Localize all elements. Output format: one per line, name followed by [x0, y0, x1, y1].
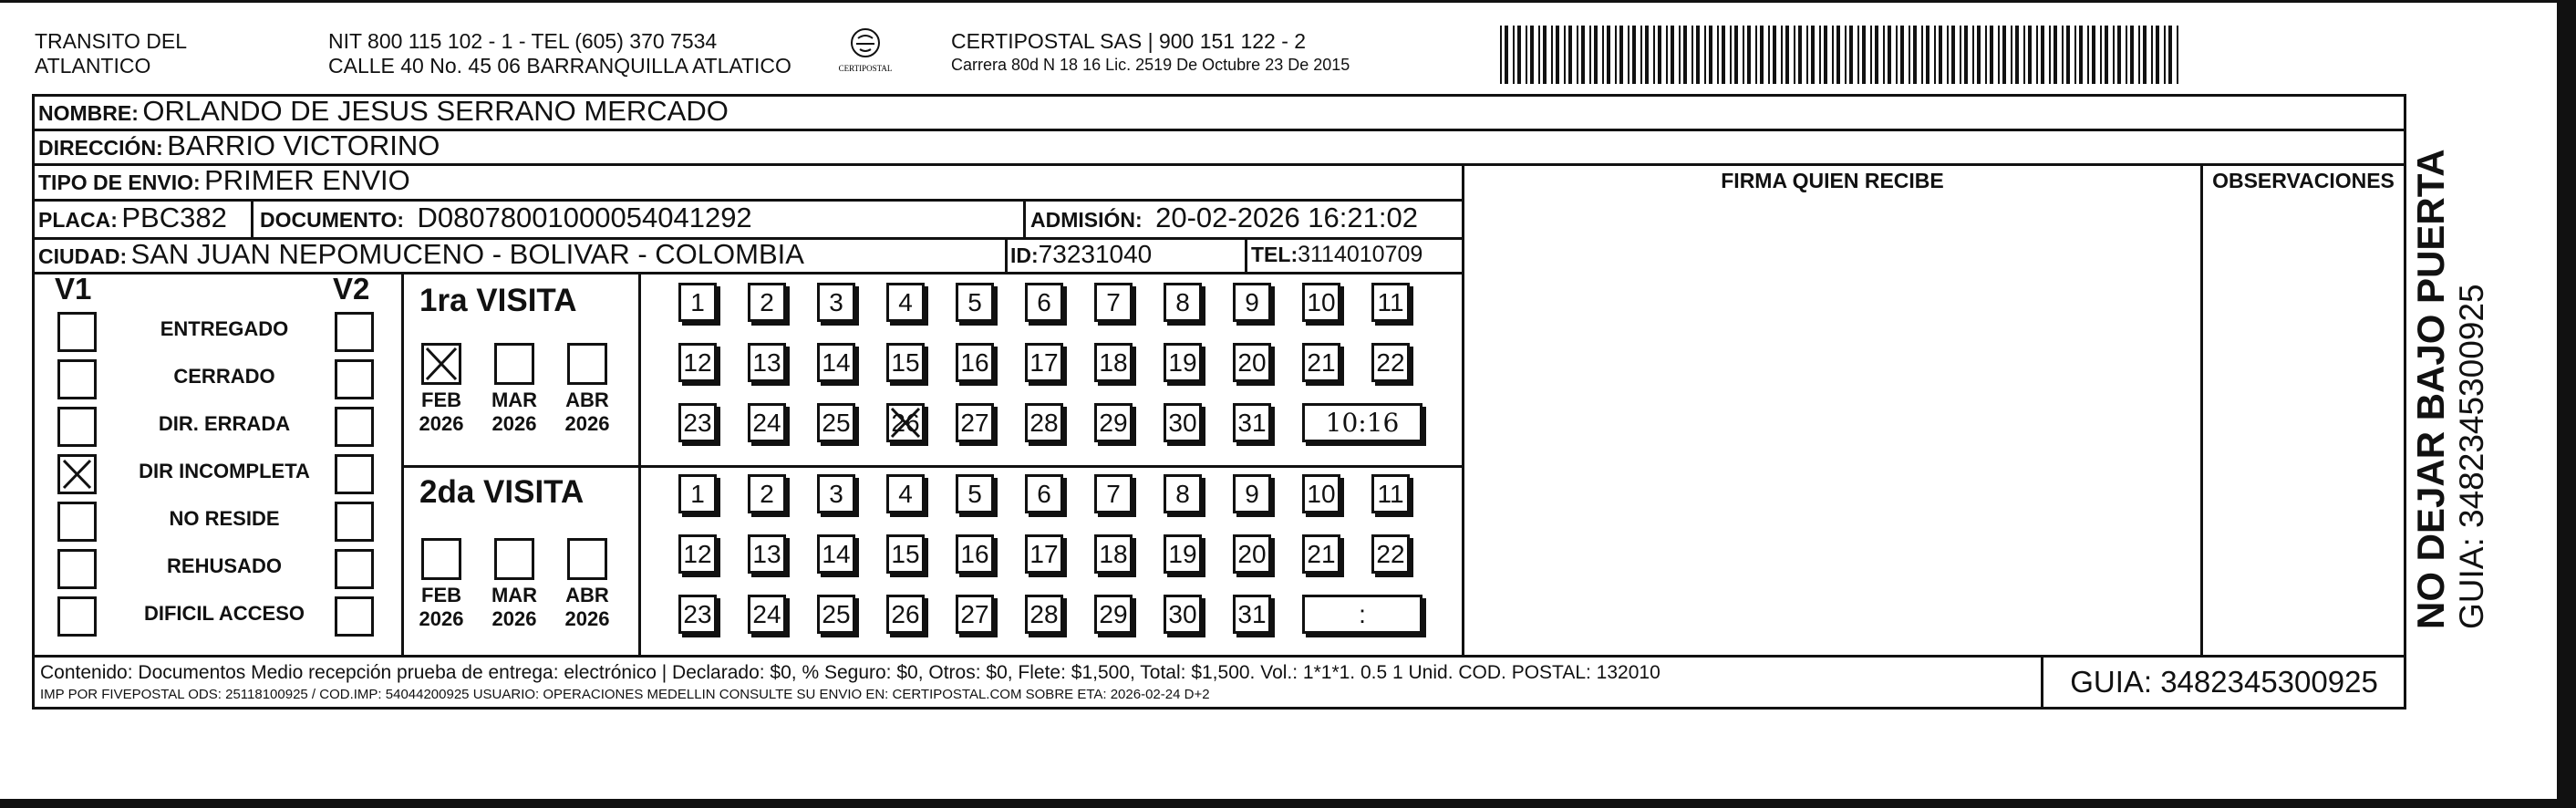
v2-checkbox[interactable]: [335, 502, 374, 542]
status-label: REHUSADO: [167, 554, 282, 577]
barcode-bar: [1543, 26, 1547, 84]
first-visit-day[interactable]: 11: [1371, 283, 1410, 322]
admision-row: [1030, 202, 1418, 240]
second-visit-day[interactable]: 20: [1233, 534, 1271, 574]
barcode-bar: [1594, 26, 1598, 84]
entity-contact: [328, 29, 791, 78]
first-visit-month-check-mark-icon: [423, 345, 460, 383]
barcode-bar: [1972, 26, 1974, 84]
status-label: NO RESIDE: [169, 507, 280, 530]
first-visit-day[interactable]: 14: [817, 343, 855, 382]
second-visit-day[interactable]: 29: [1094, 595, 1133, 634]
second-visit-day[interactable]: 26: [886, 595, 925, 634]
status-label: DIFICIL ACCESO: [143, 602, 305, 625]
barcode-bar: [1640, 26, 1642, 84]
barcode-bar: [2113, 26, 2115, 84]
status-label: ENTREGADO: [160, 317, 289, 340]
form-left-border: [32, 94, 35, 710]
barcode-bar: [1517, 26, 1521, 84]
barcode-bar: [1513, 26, 1515, 84]
nit-line: NIT 800 115 102 - 1 - TEL (605) 370 7534: [328, 29, 718, 53]
first-visit-day[interactable]: 6: [1025, 283, 1063, 322]
first-visit-day[interactable]: 25: [817, 403, 855, 442]
first-visit-month-year: 2026: [564, 412, 610, 435]
placa-divider: [251, 199, 253, 237]
id-label: ID:: [1010, 243, 1039, 267]
second-visit-month-name: ABR: [565, 584, 609, 606]
barcode-bar: [1691, 26, 1693, 84]
first-visit-day[interactable]: 30: [1164, 403, 1202, 442]
contenido-line: Contenido: Documentos Medio recepción prueba de entrega: electrónico | Declarado: $0, % Seguro: $0, Otros: $0, Flete: $1,500, Total: $1,500. Vol.: 1*1*1. 0.5 1 Unid. COD. POSTAL: 132010: [40, 662, 1660, 683]
v2-label: V2: [333, 272, 370, 306]
second-visit-day[interactable]: 18: [1094, 534, 1133, 574]
observaciones-label: OBSERVACIONES: [2212, 169, 2395, 192]
form-right-border: [2404, 94, 2406, 710]
v1-checkbox[interactable]: [57, 549, 97, 589]
barcode-bar: [2015, 26, 2019, 84]
v2-checkbox[interactable]: [335, 359, 374, 399]
barcode-bar: [1717, 26, 1719, 84]
barcode-bar: [1926, 26, 1929, 84]
second-visit-day[interactable]: 16: [956, 534, 994, 574]
first-visit-day[interactable]: 29: [1094, 403, 1133, 442]
second-visit-day[interactable]: 3: [817, 474, 855, 513]
first-visit-day[interactable]: 22: [1371, 343, 1410, 382]
barcode-bar: [1551, 26, 1553, 84]
barcode-bar: [1849, 26, 1853, 84]
barcode-bar: [2092, 26, 2095, 84]
barcode-bar: [1862, 26, 1866, 84]
first-visit-day[interactable]: 8: [1164, 283, 1202, 322]
barcode-bar: [1806, 26, 1808, 84]
tel-value: 3114010709: [1298, 242, 1423, 267]
firma-left-border: [1462, 163, 1464, 657]
ciudad-value: SAN JUAN NEPOMUCENO - BOLIVAR - COLOMBIA: [130, 238, 804, 270]
barcode-bar: [2011, 26, 2012, 84]
nombre-value: ORLANDO DE JESUS SERRANO MERCADO: [142, 95, 729, 127]
ciudad-row: [38, 238, 804, 276]
address-line: CALLE 40 No. 45 06 BARRANQUILLA ATLATICO: [328, 54, 791, 78]
first-visit-day[interactable]: 2: [748, 283, 786, 322]
barcode-bar: [1990, 26, 1993, 84]
second-visit-day[interactable]: 8: [1164, 474, 1202, 513]
first-visit-day[interactable]: 26: [886, 403, 925, 442]
firma-label: FIRMA QUIEN RECIBE: [1721, 169, 1944, 192]
v2-checkbox[interactable]: [335, 549, 374, 589]
first-visit-day[interactable]: 12: [678, 343, 717, 382]
barcode-bar: [2105, 26, 2108, 84]
first-visit-day[interactable]: 13: [748, 343, 786, 382]
barcode-bar: [1896, 26, 1898, 84]
barcode-bar: [1913, 26, 1917, 84]
tipo-envio-value: PRIMER ENVIO: [204, 164, 410, 196]
first-visit-month-checkbox[interactable]: [494, 343, 534, 385]
barcode-bar: [2164, 26, 2166, 84]
first-visit-day[interactable]: 20: [1233, 343, 1271, 382]
second-visit-day[interactable]: 21: [1302, 534, 1340, 574]
barcode-bar: [1645, 26, 1649, 84]
first-visit-month-name: FEB: [421, 388, 461, 411]
second-visit-day[interactable]: 6: [1025, 474, 1063, 513]
ciudad-label: CIUDAD:: [38, 244, 128, 268]
visit-divider: [401, 465, 1464, 468]
barcode-bar: [2074, 26, 2076, 84]
tel-row: [1251, 238, 1422, 275]
nombre-row: [38, 95, 729, 133]
direccion-label: DIRECCIÓN:: [38, 136, 163, 160]
barcode-bar: [1709, 26, 1712, 84]
barcode-bar: [1628, 26, 1629, 84]
barcode-bar: [1564, 26, 1566, 84]
barcode-bar: [1960, 26, 1961, 84]
second-visit-day[interactable]: 2: [748, 474, 786, 513]
v1-checkbox[interactable]: [57, 407, 97, 447]
barcode-bar: [1589, 26, 1591, 84]
barcode-bar: [2079, 26, 2083, 84]
barcode-bar: [1615, 26, 1617, 84]
nombre-label: NOMBRE:: [38, 101, 139, 125]
second-visit-day[interactable]: 4: [886, 474, 925, 513]
second-visit-day[interactable]: 23: [678, 595, 717, 634]
logo-text: CERTIPOSTAL: [838, 64, 893, 73]
direccion-value: BARRIO VICTORINO: [167, 129, 440, 161]
second-visit-day[interactable]: 17: [1025, 534, 1063, 574]
barcode-bar: [1538, 26, 1540, 84]
first-visit-title: 1ra VISITA: [419, 283, 577, 318]
admision-value: 20-02-2026 16:21:02: [1155, 202, 1418, 233]
barcode-bar: [1658, 26, 1661, 84]
barcode-bar: [1798, 26, 1802, 84]
second-visit-title: 2da VISITA: [419, 474, 585, 510]
barcode-bar: [2100, 26, 2102, 84]
second-visit-month-checkbox[interactable]: [421, 538, 461, 580]
status-divider: [401, 272, 404, 655]
second-visit-day[interactable]: 27: [956, 595, 994, 634]
status-label: CERRADO: [173, 365, 275, 388]
id-divider: [1005, 237, 1008, 272]
barcode-bar: [1577, 26, 1578, 84]
company-info: [951, 29, 1350, 76]
first-visit-month-name: ABR: [565, 388, 609, 411]
barcode-bar: [1743, 26, 1744, 84]
v1-check-mark-icon: [60, 457, 94, 492]
barcode-bar: [1671, 26, 1674, 84]
first-visit-day[interactable]: 23: [678, 403, 717, 442]
v2-checkbox[interactable]: [335, 312, 374, 352]
placa-value: PBC382: [121, 202, 227, 233]
barcode-bar: [1836, 26, 1840, 84]
tipo-envio-label: TIPO DE ENVIO:: [38, 171, 201, 194]
second-visit-month-year: 2026: [564, 607, 610, 630]
certipostal-logo: [833, 26, 897, 80]
second-visit-time[interactable]: :: [1302, 595, 1422, 634]
barcode-bar: [1530, 26, 1534, 84]
side-text: [2409, 82, 2491, 629]
barcode-bar: [1768, 26, 1770, 84]
barcode-bar: [2156, 26, 2159, 84]
entity-name: [35, 29, 187, 78]
second-visit-day[interactable]: 31: [1233, 595, 1271, 634]
first-visit-day[interactable]: 3: [817, 283, 855, 322]
footer-guia: GUIA: 3482345300925: [2070, 665, 2378, 699]
barcode-bar: [1857, 26, 1859, 84]
barcode-bar: [1785, 26, 1789, 84]
first-visit-month-year: 2026: [491, 412, 537, 435]
second-visit-day[interactable]: 1: [678, 474, 717, 513]
first-visit-day[interactable]: 16: [956, 343, 994, 382]
barcode-bar: [2138, 26, 2140, 84]
second-visit-month-name: FEB: [421, 584, 461, 606]
barcode-bar: [2130, 26, 2134, 84]
v1-checkbox[interactable]: [57, 596, 97, 637]
months-divider: [638, 272, 641, 655]
first-visit-day[interactable]: 19: [1164, 343, 1202, 382]
first-visit-month-year: 2026: [419, 412, 464, 435]
second-visit-day[interactable]: 15: [886, 534, 925, 574]
placa-row: [38, 202, 227, 240]
v2-checkbox[interactable]: [335, 596, 374, 637]
barcode-bar: [2087, 26, 2089, 84]
v2-checkbox[interactable]: [335, 407, 374, 447]
barcode-bar: [1909, 26, 1910, 84]
barcode-bar: [1500, 26, 1502, 84]
second-visit-day[interactable]: 24: [748, 595, 786, 634]
company-line: CERTIPOSTAL SAS | 900 151 122 - 2: [951, 29, 1307, 53]
tipo-envio-row: [38, 164, 410, 202]
first-visit-day[interactable]: 7: [1094, 283, 1133, 322]
barcode-bar: [1607, 26, 1610, 84]
admision-label: ADMISIÓN:: [1030, 208, 1143, 232]
v1-checkbox[interactable]: [57, 502, 97, 542]
first-visit-day[interactable]: 9: [1233, 283, 1271, 322]
barcode-bar: [2151, 26, 2153, 84]
first-visit-month-checkbox[interactable]: [567, 343, 607, 385]
barcode-bar: [1832, 26, 1834, 84]
barcode-bar: [1964, 26, 1968, 84]
barcode-bar: [2126, 26, 2127, 84]
barcode-bar: [2036, 26, 2038, 84]
form-bottom-border: [32, 707, 2406, 710]
documento-row: [260, 202, 752, 240]
placa-label: PLACA:: [38, 208, 118, 232]
barcode-bar: [2143, 26, 2147, 84]
second-visit-day[interactable]: 5: [956, 474, 994, 513]
barcode-bar: [2023, 26, 2025, 84]
first-visit-day[interactable]: 21: [1302, 343, 1340, 382]
barcode-bar: [1760, 26, 1764, 84]
second-visit-day[interactable]: 30: [1164, 595, 1202, 634]
first-visit-day[interactable]: 15: [886, 343, 925, 382]
barcode-bar: [1666, 26, 1668, 84]
first-visit-day[interactable]: 17: [1025, 343, 1063, 382]
second-visit-day[interactable]: 13: [748, 534, 786, 574]
second-visit-month-year: 2026: [491, 607, 537, 630]
first-visit-day[interactable]: 24: [748, 403, 786, 442]
scan-bottom-edge: [0, 799, 2576, 808]
tel-divider: [1245, 237, 1247, 272]
barcode-bar: [1951, 26, 1955, 84]
second-visit-day[interactable]: 7: [1094, 474, 1133, 513]
direccion-row: [38, 129, 440, 168]
barcode: [1500, 26, 2179, 84]
id-row: [1010, 238, 1152, 275]
first-visit-day[interactable]: 1: [678, 283, 717, 322]
barcode-bar: [1653, 26, 1655, 84]
status-label: DIR INCOMPLETA: [139, 460, 310, 482]
v1-label: V1: [55, 272, 92, 306]
barcode-bar: [1824, 26, 1827, 84]
barcode-bar: [1934, 26, 1936, 84]
barcode-bar: [1977, 26, 1981, 84]
barcode-bar: [1568, 26, 1572, 84]
barcode-bar: [1619, 26, 1623, 84]
barcode-bar: [1730, 26, 1732, 84]
imp-line: IMP POR FIVEPOSTAL ODS: 25118100925 / COD.IMP: 54044200925 USUARIO: OPERACIONES MEDELLIN CONSULTE SU ENVIO EN: CERTIPOSTAL.COM SOBRE ETA: 2026-02-24 D+2: [40, 687, 1210, 702]
barcode-bar: [1947, 26, 1949, 84]
barcode-bar: [1883, 26, 1885, 84]
barcode-bar: [1900, 26, 1904, 84]
footer-guia-divider: [2041, 655, 2043, 707]
barcode-bar: [2028, 26, 2032, 84]
second-visit-day[interactable]: 10: [1302, 474, 1340, 513]
barcode-bar: [2117, 26, 2121, 84]
id-value: 73231040: [1038, 240, 1153, 268]
second-visit-month-checkbox[interactable]: [567, 538, 607, 580]
barcode-bar: [1781, 26, 1783, 84]
second-visit-day[interactable]: 11: [1371, 474, 1410, 513]
barcode-bar: [2177, 26, 2178, 84]
barcode-bar: [2066, 26, 2070, 84]
barcode-bar: [1505, 26, 1508, 84]
second-visit-day[interactable]: 12: [678, 534, 717, 574]
observaciones-header: [2203, 164, 2404, 201]
barcode-bar: [1870, 26, 1872, 84]
second-visit-day[interactable]: 14: [817, 534, 855, 574]
barcode-bar: [1773, 26, 1776, 84]
first-visit-day[interactable]: 4: [886, 283, 925, 322]
license-line: Carrera 80d N 18 16 Lic. 2519 De Octubre 23 De 2015: [951, 56, 1350, 74]
side-warning: NO DEJAR BAJO PUERTA: [2409, 149, 2452, 629]
admision-divider: [1023, 199, 1026, 237]
barcode-bar: [2041, 26, 2044, 84]
barcode-bar: [1845, 26, 1847, 84]
observaciones-left-border: [2200, 163, 2203, 657]
barcode-bar: [1683, 26, 1687, 84]
barcode-bar: [1696, 26, 1700, 84]
barcode-bar: [1556, 26, 1559, 84]
barcode-bar: [1985, 26, 1987, 84]
barcode-bar: [2054, 26, 2057, 84]
firma-header: [1464, 164, 2200, 201]
first-visit-day[interactable]: 10: [1302, 283, 1340, 322]
barcode-bar: [2062, 26, 2064, 84]
barcode-bar: [1888, 26, 1891, 84]
second-visit-month-year: 2026: [419, 607, 464, 630]
barcode-bar: [1998, 26, 2000, 84]
second-visit-month-checkbox[interactable]: [494, 538, 534, 580]
barcode-bar: [1875, 26, 1878, 84]
documento-value: D08078001000054041292: [417, 202, 752, 233]
barcode-bar: [2168, 26, 2172, 84]
barcode-bar: [1526, 26, 1527, 84]
barcode-bar: [1921, 26, 1923, 84]
first-visit-day[interactable]: 27: [956, 403, 994, 442]
barcode-bar: [1939, 26, 1942, 84]
side-guia: GUIA: 3482345300925: [2453, 284, 2490, 629]
barcode-bar: [1734, 26, 1738, 84]
barcode-bar: [1722, 26, 1725, 84]
barcode-bar: [1704, 26, 1706, 84]
second-visit-day[interactable]: 25: [817, 595, 855, 634]
documento-label: DOCUMENTO:: [260, 208, 405, 232]
barcode-bar: [1755, 26, 1757, 84]
entity-line-1: TRANSITO DEL: [35, 29, 187, 53]
first-visit-day[interactable]: 28: [1025, 403, 1063, 442]
barcode-bar: [2049, 26, 2051, 84]
first-visit-day[interactable]: 5: [956, 283, 994, 322]
first-visit-day[interactable]: 31: [1233, 403, 1271, 442]
first-visit-time[interactable]: 10:16: [1302, 403, 1422, 442]
second-visit-month-name: MAR: [491, 584, 538, 606]
scan-right-edge: [2557, 0, 2576, 808]
second-visit-day[interactable]: 19: [1164, 534, 1202, 574]
v1-checkbox[interactable]: [57, 312, 97, 352]
first-visit-day[interactable]: 18: [1094, 343, 1133, 382]
barcode-bar: [1819, 26, 1821, 84]
barcode-bar: [1811, 26, 1815, 84]
barcode-bar: [1747, 26, 1751, 84]
barcode-graphic: [1500, 26, 2179, 84]
barcode-bar: [1581, 26, 1585, 84]
barcode-bar: [1632, 26, 1636, 84]
second-visit-day[interactable]: 28: [1025, 595, 1063, 634]
second-visit-day[interactable]: 22: [1371, 534, 1410, 574]
v2-checkbox[interactable]: [335, 454, 374, 494]
barcode-bar: [1679, 26, 1681, 84]
logo-emblem-icon: [833, 26, 897, 80]
entity-line-2: ATLANTICO: [35, 54, 151, 78]
first-visit-day-mark-icon: [888, 405, 923, 440]
tel-label: TEL:: [1251, 243, 1298, 266]
second-visit-day[interactable]: 9: [1233, 474, 1271, 513]
barcode-bar: [2002, 26, 2006, 84]
v1-checkbox[interactable]: [57, 359, 97, 399]
status-label: DIR. ERRADA: [158, 412, 291, 435]
first-visit-month-name: MAR: [491, 388, 538, 411]
barcode-bar: [1602, 26, 1604, 84]
barcode-bar: [1794, 26, 1795, 84]
scan-top-edge: [0, 0, 2576, 3]
